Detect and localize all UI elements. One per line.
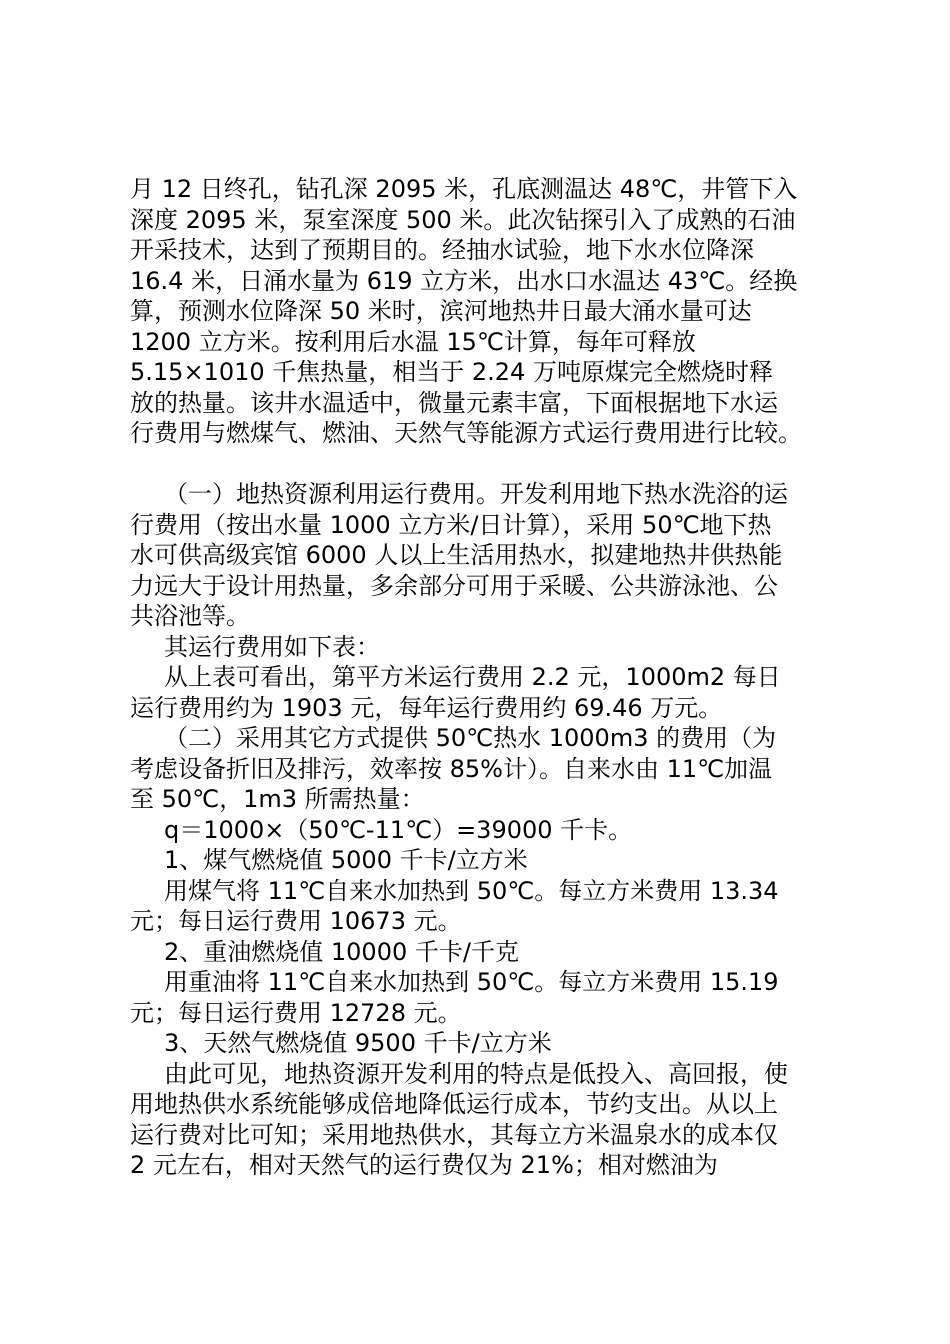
paragraph-section-two [130, 723, 830, 815]
text-line: 1、煤气燃烧值 5000 千卡/立方米 [164, 846, 528, 874]
text-line: 水可供高级宾馆 6000 人以上生活用热水，拟建地热井供热能 [130, 541, 783, 569]
text-line: （二）采用其它方式提供 50℃热水 1000m3 的费用（为 [164, 724, 777, 752]
text-line: 由此可见，地热资源开发利用的特点是低投入、高回报，使 [164, 1059, 788, 1088]
paragraph-natural-gas-heading [130, 1028, 830, 1059]
text-line: 月 12 日终孔，钻孔深 2095 米，孔底测温达 48℃，井管下入 [130, 175, 798, 203]
paragraph-conclusion [130, 1059, 830, 1181]
text-line: 行费用与燃煤气、燃油、天然气等能源方式运行费用进行比较。 [130, 419, 802, 447]
text-line: 5.15×1010 千焦热量，相当于 2.24 万吨原煤完全燃烧时释 [130, 358, 773, 386]
text-line: 2 元左右，相对天然气的运行费仅为 21%；相对燃油为 [130, 1151, 718, 1179]
text-line: 元；每日运行费用 10673 元。 [130, 907, 462, 935]
text-line: 从上表可看出，第平方米运行费用 2.2 元，1000m2 每日 [164, 663, 781, 691]
text-line: 运行费对比可知；采用地热供水，其每立方米温泉水的成本仅 [130, 1120, 778, 1149]
text-line: 放的热量。该井水温适中，微量元素丰富，下面根据地下水运 [130, 388, 778, 417]
text-line: 运行费用约为 1903 元，每年运行费用约 69.46 万元。 [130, 693, 723, 722]
paragraph-oil-heading [130, 937, 830, 968]
text-line: 深度 2095 米，泵室深度 500 米。此次钻探引入了成熟的石油 [130, 205, 796, 234]
text-line: 3、天然气燃烧值 9500 千卡/立方米 [164, 1029, 552, 1057]
text-line: 共浴池等。 [130, 602, 250, 630]
text-line: 考虑设备折旧及排污，效率按 85%计）。自来水由 11℃加温 [130, 754, 773, 783]
text-line: 力远大于设计用热量，多余部分可用于采暖、公共游泳池、公 [130, 571, 778, 600]
text-line: 16.4 米，日涌水量为 619 立方米，出水口水温达 43℃。经换 [130, 266, 798, 295]
text-line: （一）地热资源利用运行费用。开发利用地下热水洗浴的运 [164, 480, 788, 508]
paragraph-oil-cost [130, 967, 830, 1028]
paragraph-section-one [130, 479, 830, 632]
paragraph-gap [130, 449, 830, 480]
paragraph-gas-heading [130, 845, 830, 876]
paragraph-cost-summary [130, 662, 830, 723]
paragraph-gas-cost [130, 876, 830, 937]
text-line: 2、重油燃烧值 10000 千卡/千克 [164, 937, 519, 966]
text-line: 用重油将 11℃自来水加热到 50℃。每立方米费用 15.19 [164, 968, 779, 996]
document-body [130, 174, 830, 1181]
text-line: 用地热供水系统能够成倍地降低运行成本，节约支出。从以上 [130, 1090, 778, 1118]
text-line: 元；每日运行费用 12728 元。 [130, 998, 462, 1027]
text-line: 至 50℃，1m3 所需热量： [130, 785, 425, 813]
text-line: 行费用（按出水量 1000 立方米/日计算），采用 50℃地下热 [130, 510, 772, 539]
paragraph-heat-formula [130, 815, 830, 846]
text-line: 开采技术，达到了预期目的。经抽水试验，地下水水位降深 [130, 236, 754, 264]
paragraph-table-intro [130, 632, 830, 663]
text-line: 算，预测水位降深 50 米时，滨河地热井日最大涌水量可达 [130, 297, 752, 325]
text-line: 用煤气将 11℃自来水加热到 50℃。每立方米费用 13.34 [164, 876, 779, 905]
text-line: 1200 立方米。按利用后水温 15℃计算，每年可释放 [130, 327, 696, 356]
text-line: 其运行费用如下表： [164, 632, 380, 661]
paragraph-geothermal-well [130, 174, 830, 449]
text-line: q＝1000×（50℃-11℃）=39000 千卡。 [164, 815, 633, 844]
